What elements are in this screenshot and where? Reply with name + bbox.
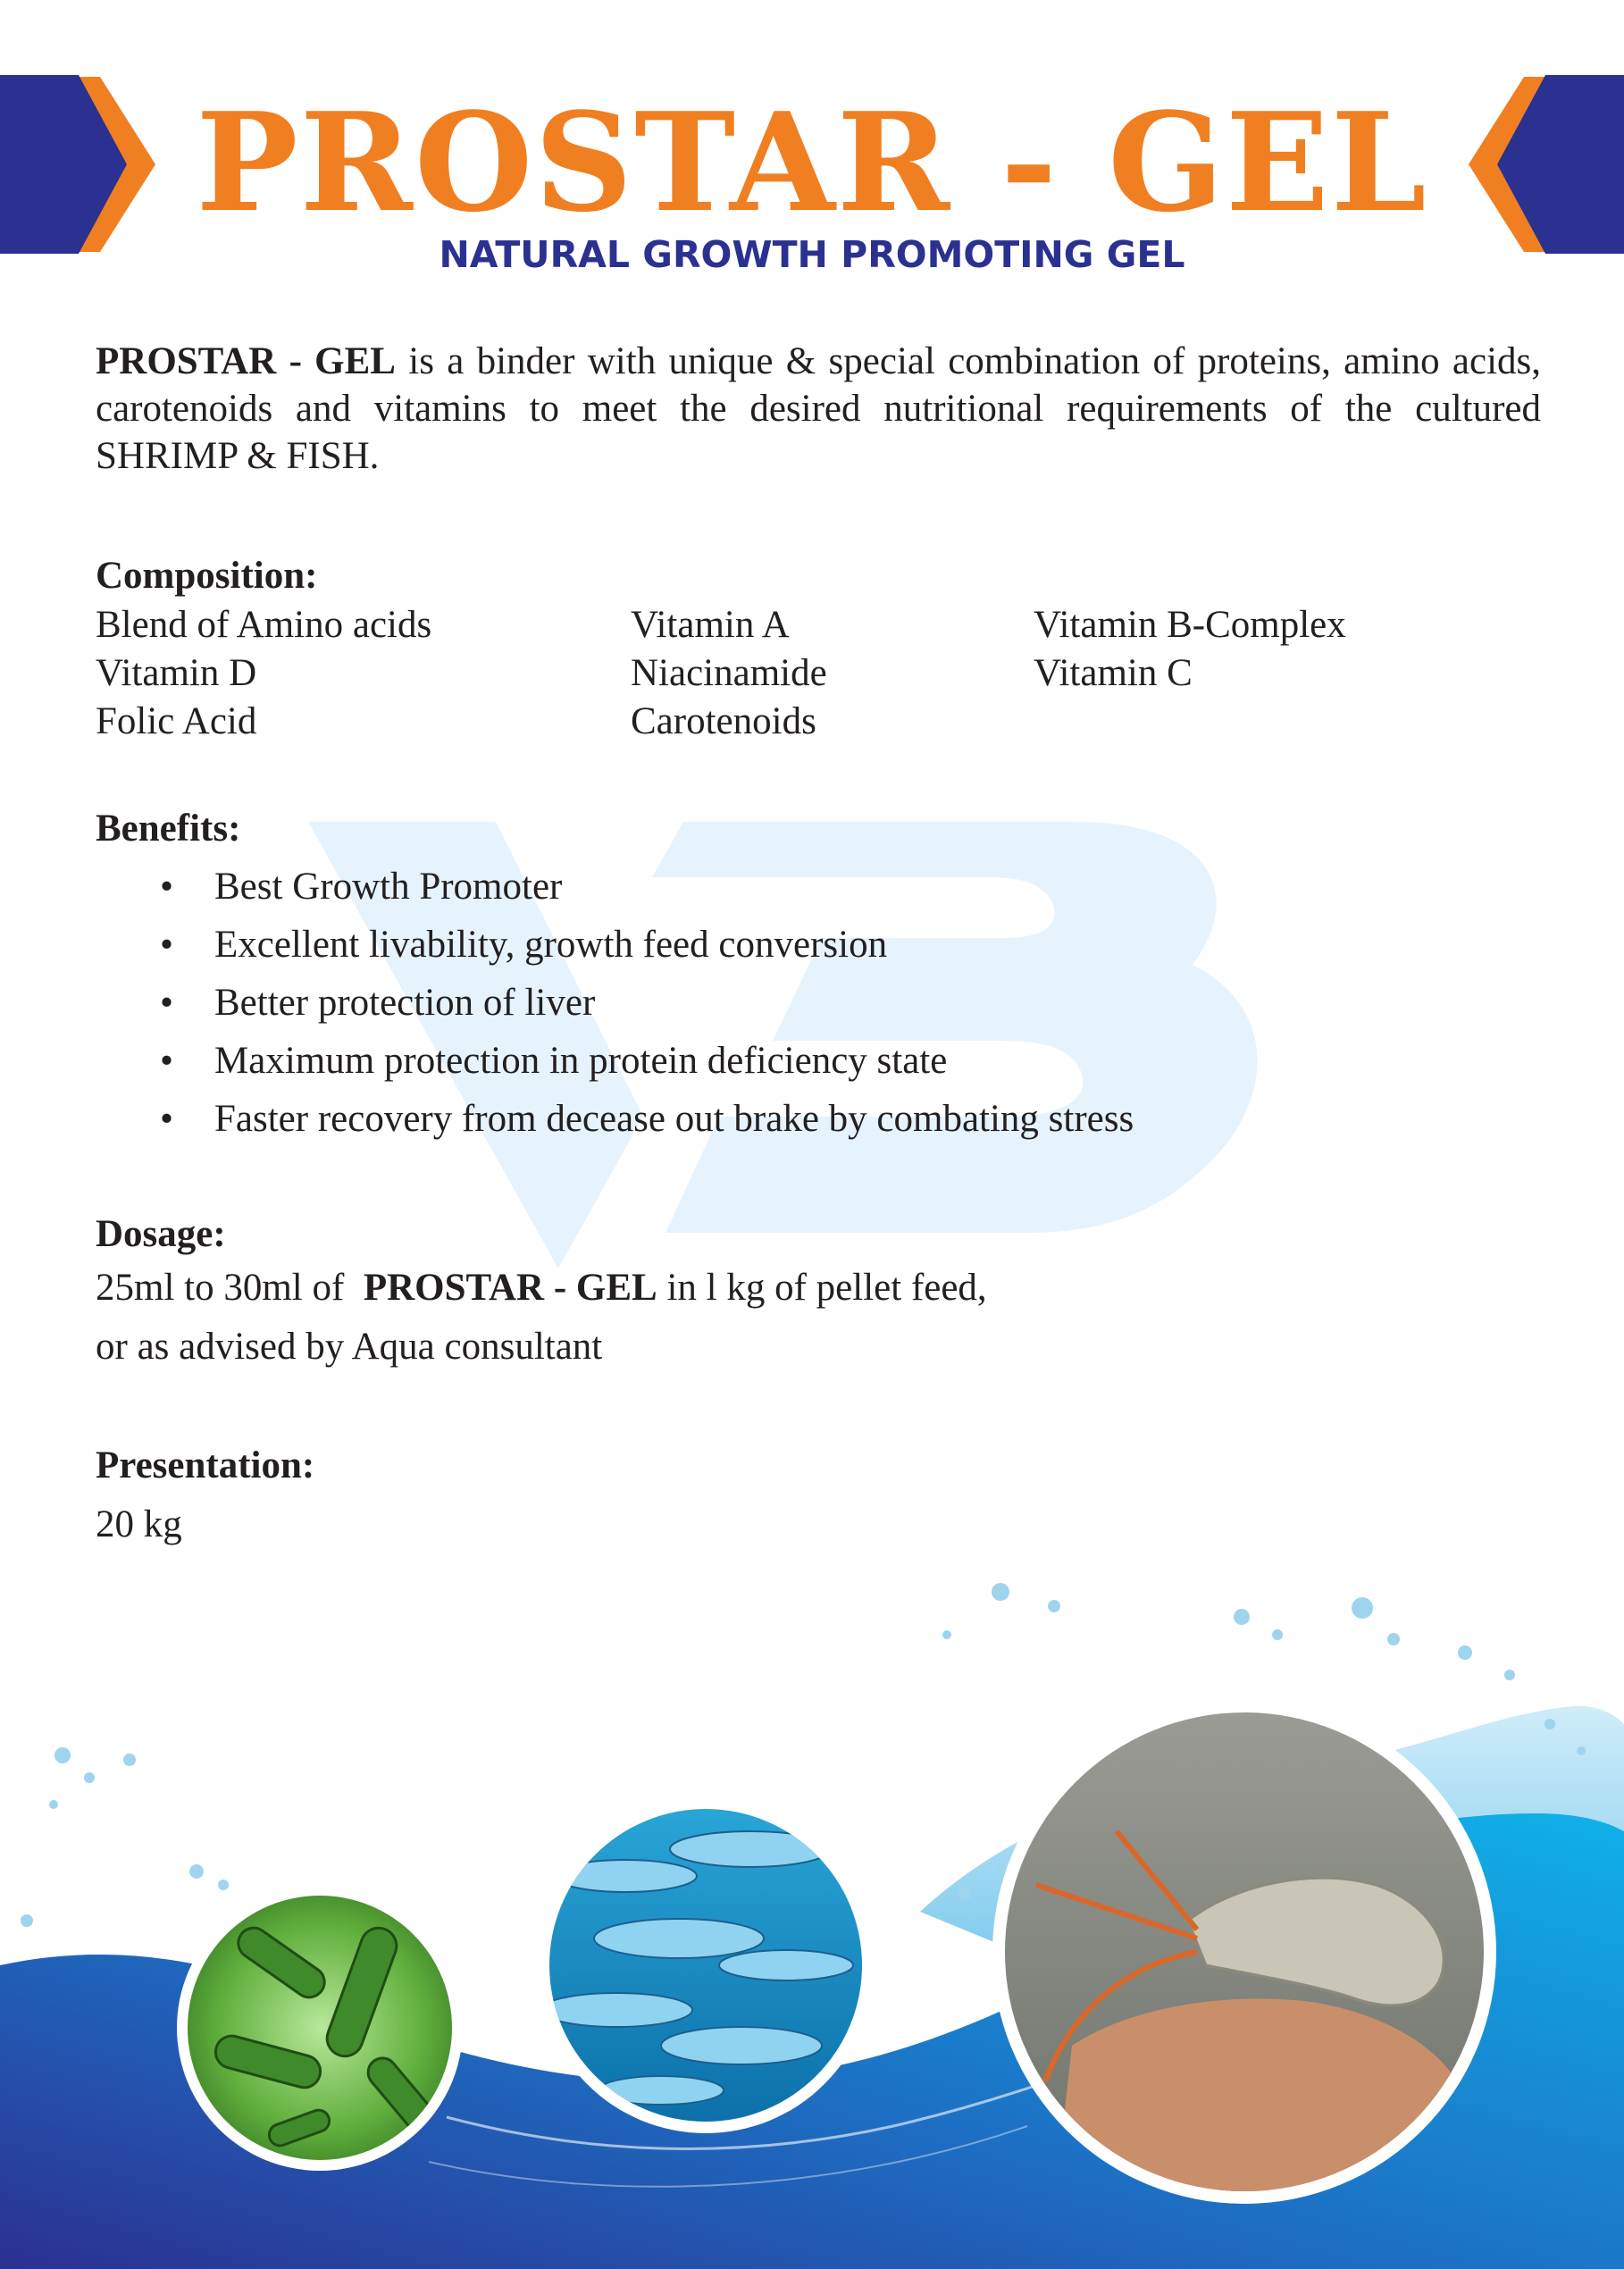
bullet-icon: • <box>160 866 174 908</box>
composition-item: Vitamin D <box>96 652 257 694</box>
presentation-heading: Presentation: <box>96 1444 315 1486</box>
page-title: PROSTAR - GEL <box>196 82 1428 242</box>
dosage-line-1 <box>96 1264 987 1312</box>
intro-paragraph <box>96 338 1541 480</box>
composition-item: Carotenoids <box>631 700 816 742</box>
composition-item: Blend of Amino acids <box>96 604 432 646</box>
benefit-text: Excellent livability, growth feed conversion <box>214 924 888 966</box>
benefit-text: Best Growth Promoter <box>214 866 563 908</box>
composition-item: Vitamin C <box>1034 652 1193 694</box>
composition-item: Vitamin B-Complex <box>1034 604 1346 646</box>
bottom-water-artwork <box>0 1545 1624 2269</box>
dosage-text: in l kg of pellet feed, <box>657 1267 987 1309</box>
composition-heading: Composition: <box>96 555 318 597</box>
composition-item: Vitamin A <box>631 604 790 646</box>
intro-product-name: PROSTAR - GEL <box>96 340 396 382</box>
bullet-icon: • <box>160 1040 174 1082</box>
benefit-text: Faster recovery from decease out brake by combating stress <box>214 1098 1134 1140</box>
dosage-heading: Dosage: <box>96 1213 226 1255</box>
intro-text: is a binder with unique & special combination of proteins, amino acids, carotenoids and vitamins to meet the desired nutritional requirements of the cultured SHRIMP & FISH. <box>96 340 1541 477</box>
page-subtitle: NATURAL GROWTH PROMOTING GEL <box>439 233 1185 276</box>
benefits-heading: Benefits: <box>96 808 241 850</box>
bullet-icon: • <box>160 924 174 966</box>
presentation-value: 20 kg <box>96 1503 182 1545</box>
bullet-icon: • <box>160 1098 174 1140</box>
dosage-line-2: or as advised by Aqua consultant <box>96 1326 603 1368</box>
composition-item: Folic Acid <box>96 700 257 742</box>
dosage-text: 25ml to 30ml of <box>96 1267 364 1309</box>
benefit-text: Better protection of liver <box>214 982 596 1024</box>
dosage-product-name: PROSTAR - GEL <box>363 1267 657 1309</box>
composition-item: Niacinamide <box>631 652 827 694</box>
benefit-text: Maximum protection in protein deficiency state <box>214 1040 948 1082</box>
bullet-icon: • <box>160 982 174 1024</box>
